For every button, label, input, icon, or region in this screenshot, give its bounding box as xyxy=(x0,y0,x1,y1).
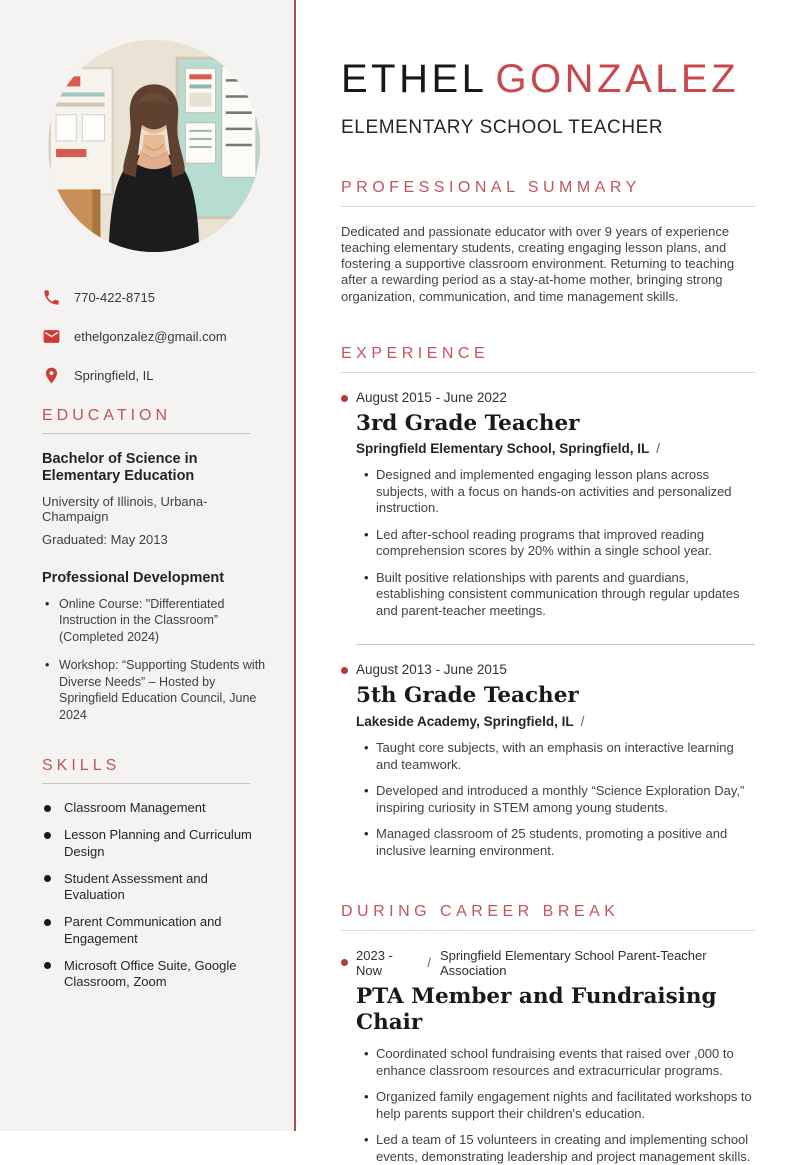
last-name: GONZALEZ xyxy=(495,57,740,101)
entry-role-title: PTA Member and Fundraising Chair xyxy=(356,983,717,1035)
list-item: • Workshop: “Supporting Students with Diverse Needs” – Hosted by Springfield Education Council, June 2024 xyxy=(42,657,270,723)
skill-item: Microsoft Office Suite, Google Classroom, Zoom xyxy=(42,958,270,991)
summary-heading: PROFESSIONAL SUMMARY xyxy=(341,179,641,196)
contact-row-email xyxy=(42,327,266,346)
career-break-section xyxy=(341,903,755,1165)
section-rule xyxy=(42,433,250,434)
career-break-entry xyxy=(341,948,755,1165)
section-rule xyxy=(341,372,755,373)
separator-slash: / xyxy=(580,714,585,730)
university-name: University of Illinois, Urbana-Champaign xyxy=(42,493,208,524)
section-rule xyxy=(341,930,755,931)
bullet-item: • Designed and implemented engaging lesson plans across subjects, with a focus on hands-on activities and personalized instruction. xyxy=(356,467,755,517)
entry-meta-row xyxy=(341,948,755,978)
company-name: Lakeside Academy, Springfield, IL xyxy=(356,714,574,730)
experience-entry xyxy=(341,390,755,620)
professional-development-subheading: Professional Development xyxy=(42,569,225,586)
entry-dates: August 2015 - June 2022 xyxy=(356,389,507,405)
timeline-dot-icon xyxy=(341,667,348,674)
contact-row-location xyxy=(42,366,266,385)
experience-section xyxy=(341,345,755,859)
phone-icon xyxy=(42,288,61,307)
entry-divider-rule xyxy=(356,644,755,645)
entry-bullet-list xyxy=(356,467,755,619)
bullet-item: • Organized family engagement nights and facilitated workshops to help parents support their children's education. xyxy=(356,1089,755,1122)
bullet-item: • Developed and introduced a monthly “Science Exploration Day,” inspiring curiosity in STEM among young students. xyxy=(356,783,755,816)
teacher-photo-illustration xyxy=(48,40,260,252)
contact-row-phone xyxy=(42,288,266,307)
graduation-date: Graduated: May 2013 xyxy=(42,531,168,547)
separator-slash: / xyxy=(427,955,431,971)
skills-list xyxy=(42,800,270,990)
bullet-item: • Led after-school reading programs that improved reading comprehension scores by 20% within a single school year. xyxy=(356,527,755,560)
career-break-heading: DURING CAREER BREAK xyxy=(341,903,620,921)
avatar xyxy=(48,40,260,252)
entry-company xyxy=(356,441,755,456)
location-text: Springfield, IL xyxy=(74,368,154,383)
skill-item: Lesson Planning and Curriculum Design xyxy=(42,827,270,860)
education-section xyxy=(42,407,266,723)
entry-dates: August 2013 - June 2015 xyxy=(356,662,507,678)
entry-job-title: 5th Grade Teacher xyxy=(356,683,579,709)
section-rule xyxy=(341,206,755,207)
separator-slash: / xyxy=(656,441,661,457)
company-name: Springfield Elementary School, Springfield, IL xyxy=(356,441,650,457)
degree-title: Bachelor of Science in Elementary Education xyxy=(42,450,198,485)
location-icon xyxy=(42,366,61,385)
bullet-item: • Taught core subjects, with an emphasis on interactive learning and teamwork. xyxy=(356,740,755,773)
email-address: ethelgonzalez@gmail.com xyxy=(74,329,227,344)
contact-section xyxy=(42,288,266,385)
education-heading: EDUCATION xyxy=(42,407,172,424)
skills-heading: SKILLS xyxy=(42,757,121,775)
summary-text: Dedicated and passionate educator with over 9 years of experience teaching elementary students, creating engaging lesson plans, and fostering a supportive classroom environment. Returning to teaching after a rewarding period as a stay-at-home mother, bringing strong organization, communication, and time management skills. xyxy=(341,223,735,304)
first-name: ETHEL xyxy=(341,57,488,101)
section-rule xyxy=(42,783,250,784)
experience-heading: EXPERIENCE xyxy=(341,345,490,363)
sidebar xyxy=(0,0,296,1131)
entry-bullet-list xyxy=(356,1046,755,1165)
bullet-item: • Coordinated school fundraising events that raised over ,000 to enhance classroom resources and extracurricular programs. xyxy=(356,1046,755,1079)
job-title: ELEMENTARY SCHOOL TEACHER xyxy=(341,117,664,138)
bullet-item: • Led a team of 15 volunteers in creating and implementing school events, demonstrating leadership and project management skills. xyxy=(356,1132,755,1165)
bullet-item: • Built positive relationships with parents and guardians, establishing consistent communication through regular updates and parent-teacher meetings. xyxy=(356,570,755,620)
entry-company xyxy=(356,714,755,729)
timeline-dot-icon xyxy=(341,395,348,402)
skill-item: Parent Communication and Engagement xyxy=(42,914,270,947)
email-icon xyxy=(42,327,61,346)
list-item: • Online Course: "Differentiated Instruction in the Classroom” (Completed 2024) xyxy=(42,596,270,646)
bullet-item: • Managed classroom of 25 students, promoting a positive and inclusive learning environment. xyxy=(356,826,755,859)
organization-name: Springfield Elementary School Parent-Teacher Association xyxy=(439,947,707,978)
timeline-dot-icon xyxy=(341,959,348,966)
entry-dates: 2023 - Now xyxy=(356,947,393,978)
phone-number: 770-422-8715 xyxy=(74,290,155,305)
main-content xyxy=(296,0,800,1164)
entry-job-title: 3rd Grade Teacher xyxy=(356,410,580,436)
candidate-name xyxy=(341,56,755,102)
experience-entry xyxy=(341,662,755,859)
skill-item: Classroom Management xyxy=(42,800,270,816)
professional-summary-section xyxy=(341,179,755,305)
skill-item: Student Assessment and Evaluation xyxy=(42,871,270,904)
skills-section xyxy=(42,757,266,990)
entry-bullet-list xyxy=(356,740,755,859)
professional-development-list xyxy=(42,596,270,724)
